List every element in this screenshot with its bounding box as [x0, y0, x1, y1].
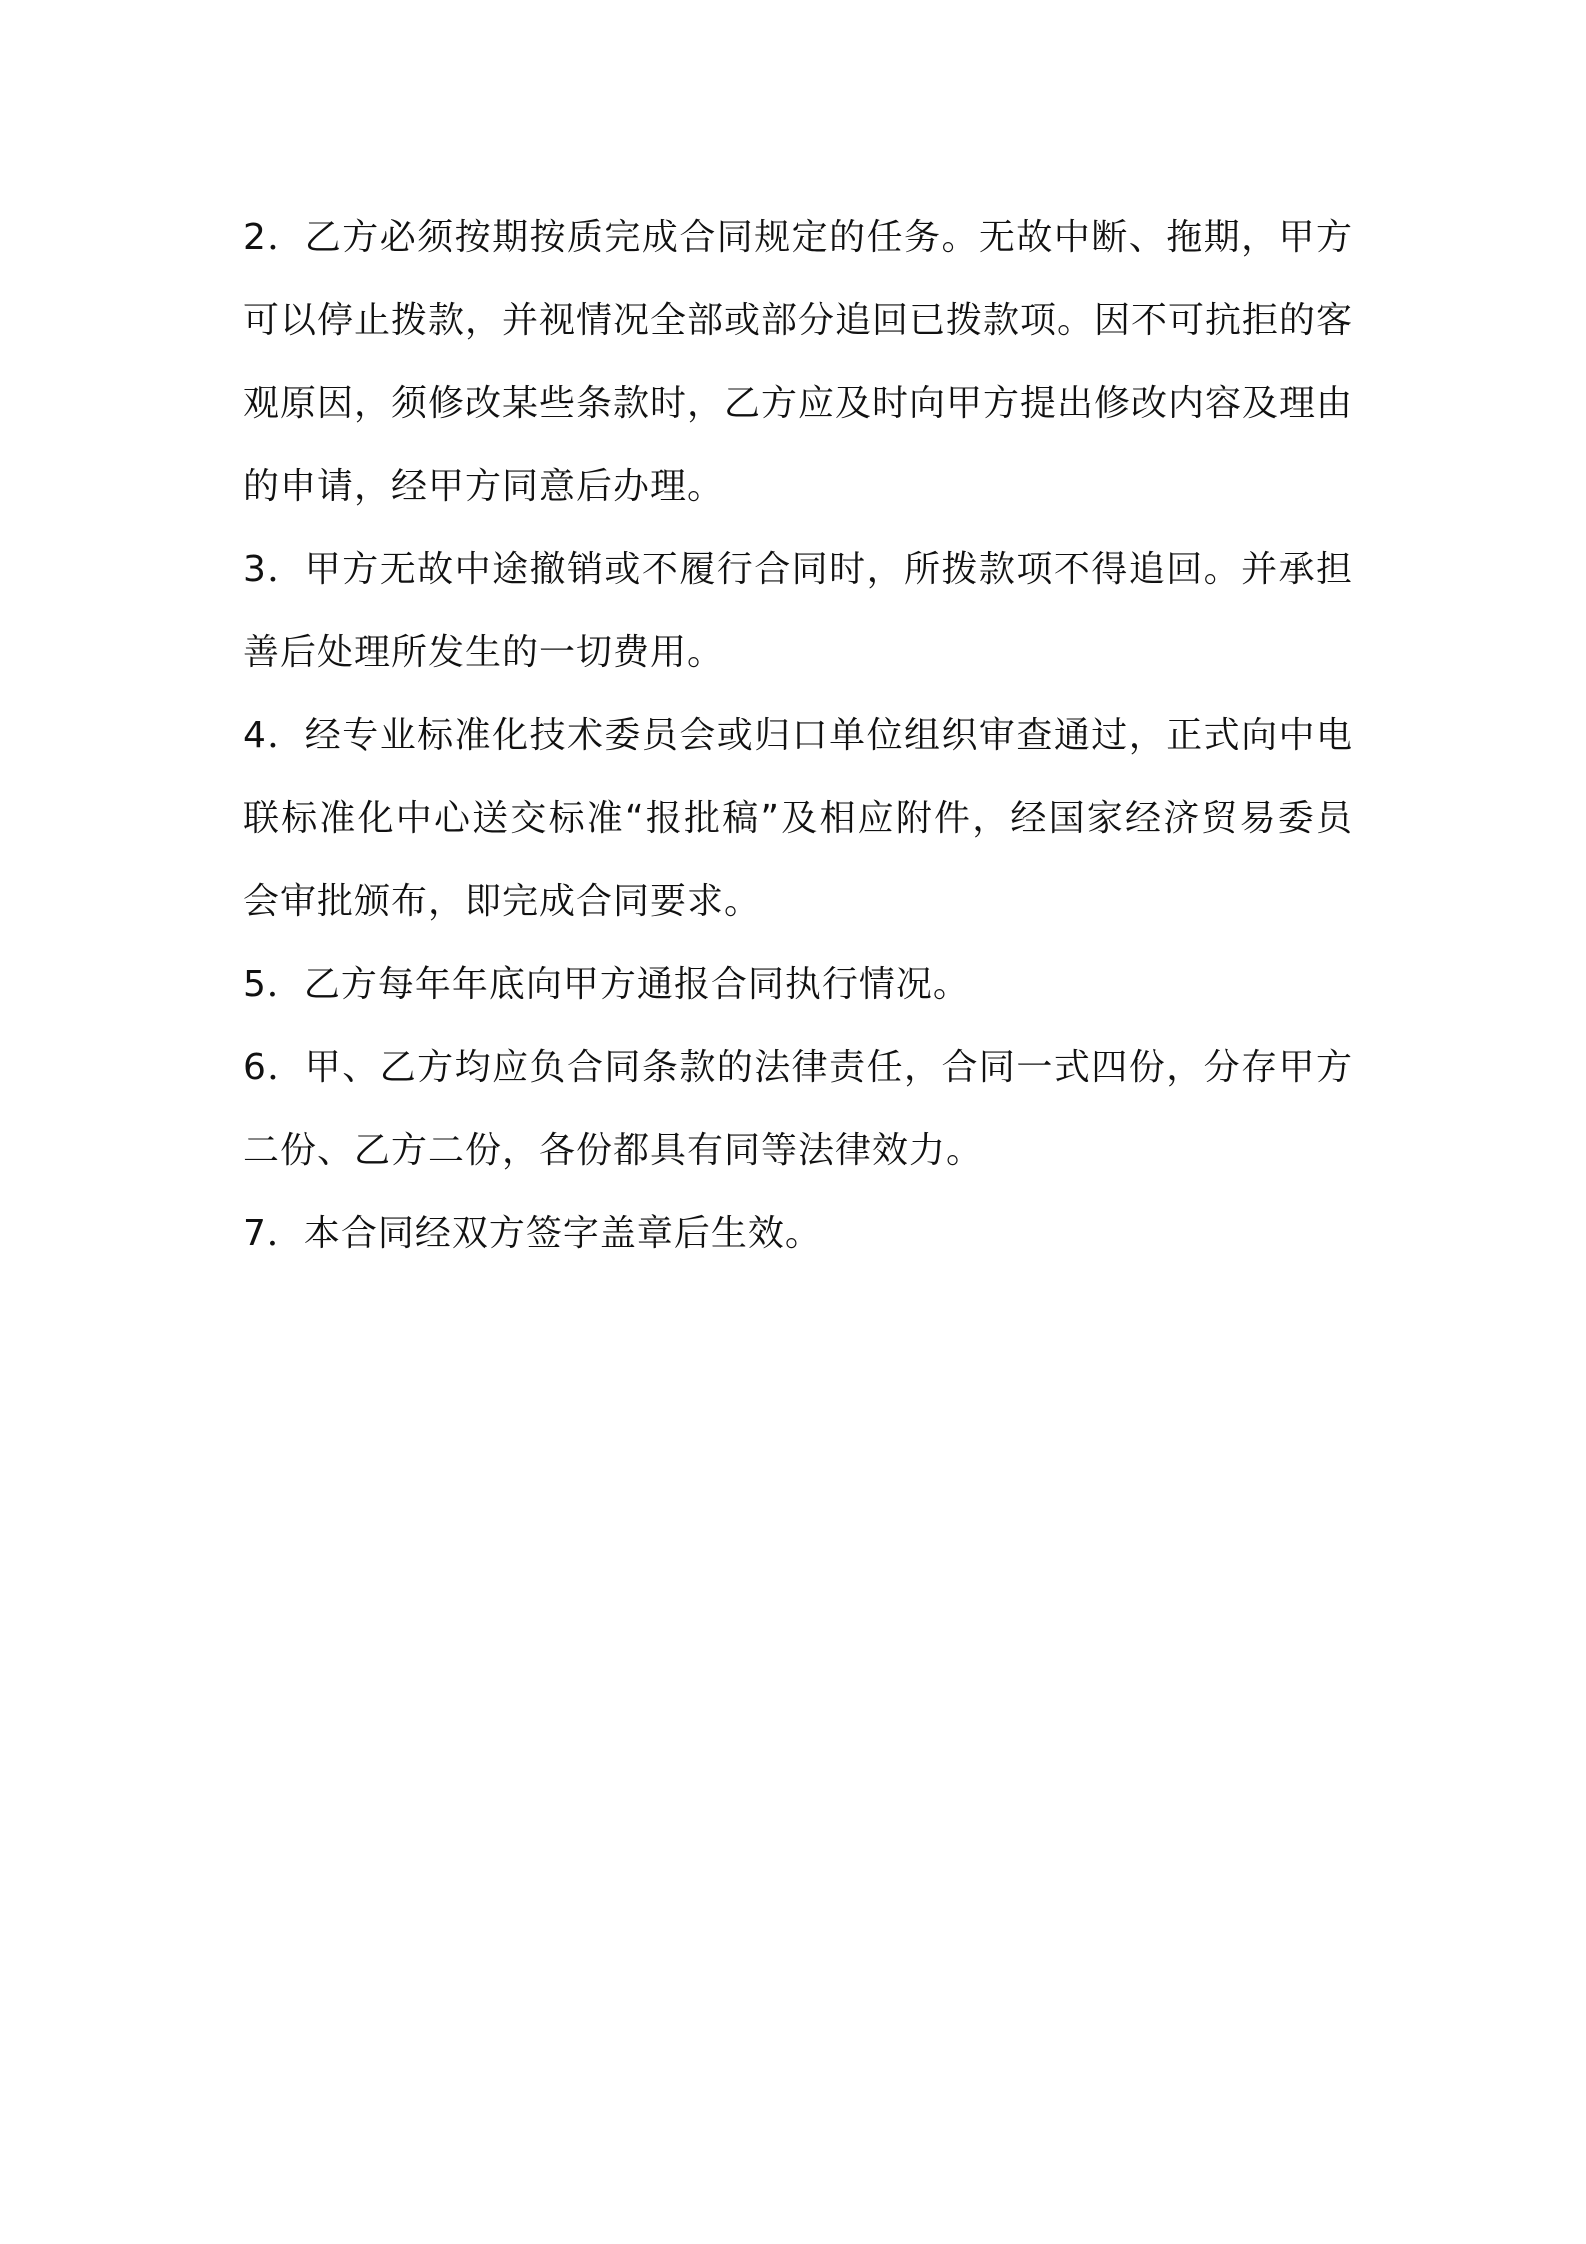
- clause-7: 7．本合同经双方签字盖章后生效。: [243, 1213, 822, 1254]
- contract-clauses: [243, 196, 1353, 1275]
- clause-6: 6．甲、乙方均应负合同条款的法律责任，合同一式四份，分存甲方二份、乙方二份，各份都具有同等法律效力。: [243, 1047, 1353, 1171]
- clause-4: 4．经专业标准化技术委员会或归口单位组织审查通过，正式向中电联标准化中心送交标准“报批稿”及相应附件，经国家经济贸易委员会审批颁布，即完成合同要求。: [243, 715, 1353, 922]
- clause-3: 3．甲方无故中途撤销或不履行合同时，所拨款项不得追回。并承担善后处理所发生的一切费用。: [243, 549, 1353, 673]
- clause-5: 5．乙方每年年底向甲方通报合同执行情况。: [243, 964, 970, 1005]
- clause-2: 2．乙方必须按期按质完成合同规定的任务。无故中断、拖期，甲方可以停止拨款，并视情况全部或部分追回已拨款项。因不可抗拒的客观原因，须修改某些条款时，乙方应及时向甲方提出修改内容及理由的申请，经甲方同意后办理。: [243, 217, 1354, 507]
